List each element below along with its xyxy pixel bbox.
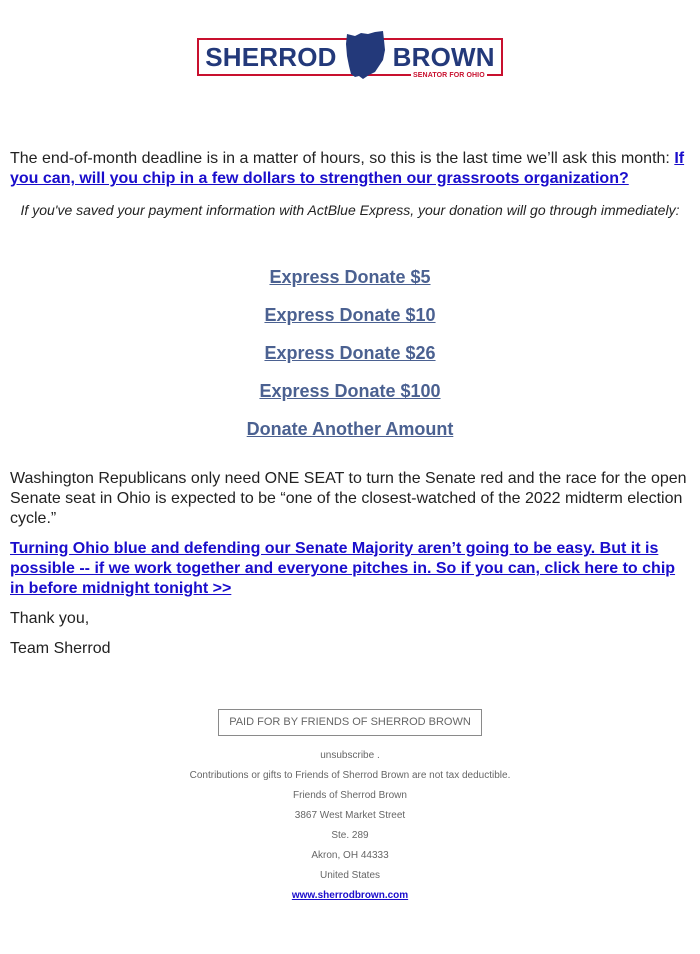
- ohio-state-icon: [341, 30, 389, 80]
- signature-text: Team Sherrod: [10, 640, 111, 657]
- address-country: United States: [319, 870, 381, 881]
- paid-for-disclaimer: PAID FOR BY FRIENDS OF SHERROD BROWN: [218, 709, 482, 736]
- express-donate-10-button[interactable]: Express Donate $10: [264, 305, 436, 325]
- donate-another-amount-button[interactable]: Donate Another Amount: [246, 419, 454, 439]
- logo-first-name: SHERROD: [205, 42, 337, 72]
- cta-paragraph: [10, 539, 690, 599]
- logo-last-name: BROWN: [392, 42, 495, 72]
- express-donate-26-button[interactable]: Express Donate $26: [264, 343, 436, 363]
- address-suite: Ste. 289: [331, 830, 369, 841]
- address-street: 3867 West Market Street: [294, 810, 406, 821]
- tax-disclaimer: Contributions or gifts to Friends of Sherrod Brown are not tax deductible.: [189, 770, 511, 781]
- express-donate-100-button[interactable]: Express Donate $100: [259, 381, 441, 401]
- thanks-text: Thank you,: [10, 610, 90, 627]
- website-link[interactable]: www.sherrodbrown.com: [291, 890, 409, 901]
- website-line: [0, 889, 700, 903]
- address-city: Akron, OH 44333: [311, 850, 389, 861]
- campaign-logo: [197, 38, 503, 79]
- header-logo-wrap: [0, 38, 700, 79]
- intro-paragraph: [10, 149, 690, 189]
- express-donate-5-button[interactable]: Express Donate $5: [269, 267, 431, 287]
- logo-subtitle: SENATOR FOR OHIO: [413, 72, 485, 79]
- intro-donate-link[interactable]: If you can, will you chip in a few dollars to strengthen our grassroots organization?: [10, 150, 685, 187]
- body-paragraph: Washington Republicans only need ONE SEAT to turn the Senate red and the race for the open Senate seat in Ohio is expected to be “one of the closest-watched of the 2022 midterm election cycle.”: [10, 470, 687, 527]
- express-note: If you've saved your payment information with ActBlue Express, your donation will go through immediately:: [20, 202, 680, 218]
- chip-in-link[interactable]: Turning Ohio blue and defending our Senate Majority aren’t going to be easy. But it is possible -- if we work together and everyone pitches in. So if you can, click here to chip in before midnight tonight >>: [10, 540, 676, 597]
- org-name: Friends of Sherrod Brown: [293, 790, 407, 801]
- unsubscribe-link[interactable]: unsubscribe .: [320, 750, 380, 761]
- intro-text: The end-of-month deadline is in a matter of hours, so this is the last time we’ll ask this month:: [10, 150, 675, 167]
